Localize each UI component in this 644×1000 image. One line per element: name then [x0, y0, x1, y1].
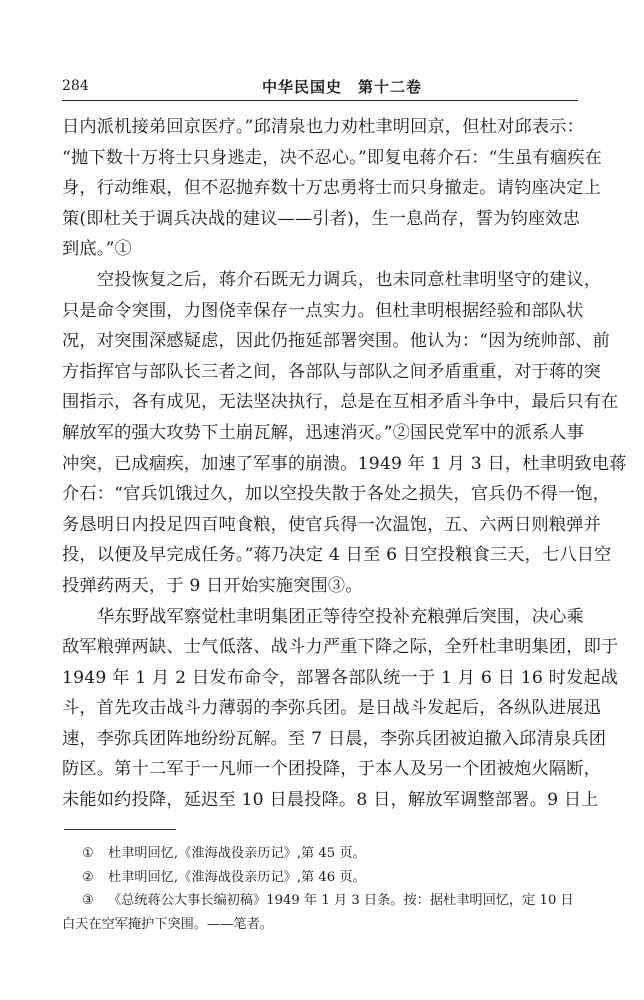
footnote-rule	[64, 829, 176, 830]
footnote-continuation: 白天在空军掩护下突围。——笔者。	[62, 916, 273, 932]
text-line: 冲突，已成痼疾，加速了军事的崩溃。1949 年 1 月 3 日，杜聿明致电蒋	[62, 453, 627, 474]
text-line: 围指示，各有成见，无法坚决执行，总是在互相矛盾斗争中，最后只有在	[62, 392, 619, 413]
text-line: 投，以便及早完成任务。”蒋乃决定 4 日至 6 日空投粮食三天，七八日空	[62, 545, 612, 566]
text-line: 介石：“官兵饥饿过久，加以空投失散于各处之损失，官兵仍不得一饱，	[62, 484, 611, 505]
footnote	[62, 866, 576, 890]
text-line: 敌军粮弹两缺、士气低落、战斗力严重下降之际，全歼杜聿明集团，即于	[62, 637, 619, 658]
text-line: 况，对突围深感疑虑，因此仍拖延部署突围。他认为：“因为统帅部、前	[62, 331, 611, 352]
footnotes	[62, 842, 576, 936]
body-text	[62, 112, 627, 816]
page-header	[62, 74, 582, 100]
text-line: 只是命令突围，力图侥幸保存一点实力。但杜聿明根据经验和部队状	[62, 300, 584, 321]
footnote-text: 杜聿明回忆,《淮海战役亲历记》,第 46 页。	[108, 869, 366, 885]
footnote-text: 杜聿明回忆,《淮海战役亲历记》,第 45 页。	[108, 846, 366, 861]
footnote-text: 《总统蒋公大事长编初稿》1949 年 1 月 3 日条。按：据杜聿明回忆，定 10 日	[108, 893, 574, 908]
header-rule	[62, 100, 578, 101]
text-line: 策(即杜关于调兵决战的建议——引者)，生一息尚存，誓为钧座效忠	[62, 208, 581, 229]
text-line: 速，李弥兵团阵地纷纷瓦解。至 7 日晨，李弥兵团被迫撤入邱清泉兵团	[62, 728, 607, 749]
text-line: 防区。第十二军于一凡师一个团投降，于本人及另一个团被炮火隔断，	[62, 759, 602, 780]
text-line: 投弹药两天，于 9 日开始实施突围③。	[62, 575, 363, 596]
text-line: 1949 年 1 月 2 日发布命令，部署各部队统一于 1 月 6 日 16 时发起战	[62, 667, 619, 688]
footnote	[62, 889, 576, 913]
footnote	[62, 842, 576, 866]
footnote-mark: ①	[82, 846, 94, 861]
paragraph-start-line: 华东野战军察觉杜聿明集团正等待空投补充粮弹后突围，决心乘	[97, 606, 584, 627]
text-line: 到底。”①	[62, 239, 132, 260]
text-line: 解放军的强大攻势下土崩瓦解，迅速消灭。”②国民党军中的派系人事	[62, 422, 585, 443]
footnote-mark: ③	[82, 893, 94, 908]
text-line: 未能如约投降，延迟至 10 日晨投降。8 日，解放军调整部署。9 日上	[62, 790, 599, 811]
footnote-mark: ②	[82, 869, 94, 885]
text-line: “抛下数十万将士只身逃走，决不忍心。”即复电蒋介石：“生虽有痼疾在	[62, 147, 602, 168]
paragraph-start-line: 空投恢复之后，蒋介石既无力调兵，也未同意杜聿明坚守的建议，	[97, 269, 602, 290]
text-line: 斗，首先攻击战斗力薄弱的李弥兵团。是日战斗发起后，各纵队进展迅	[62, 698, 602, 719]
running-title: 中华民国史 第十二卷	[261, 78, 422, 96]
page-number: 284	[62, 78, 89, 94]
text-line: 身，行动维艰，但不忍抛弃数十万忠勇将士而只身撤走。请钧座决定上	[62, 178, 602, 199]
text-line: 务恳明日内投足四百吨食粮，使官兵得一次温饱，五、六两日则粮弹并	[62, 514, 602, 535]
text-line: 方指挥官与部队长三者之间，各部队与部队之间矛盾重重，对于蒋的突	[62, 361, 602, 382]
text-line: 日内派机接弟回京医疗。”邱清泉也力劝杜聿明回京，但杜对邱表示：	[62, 117, 585, 137]
